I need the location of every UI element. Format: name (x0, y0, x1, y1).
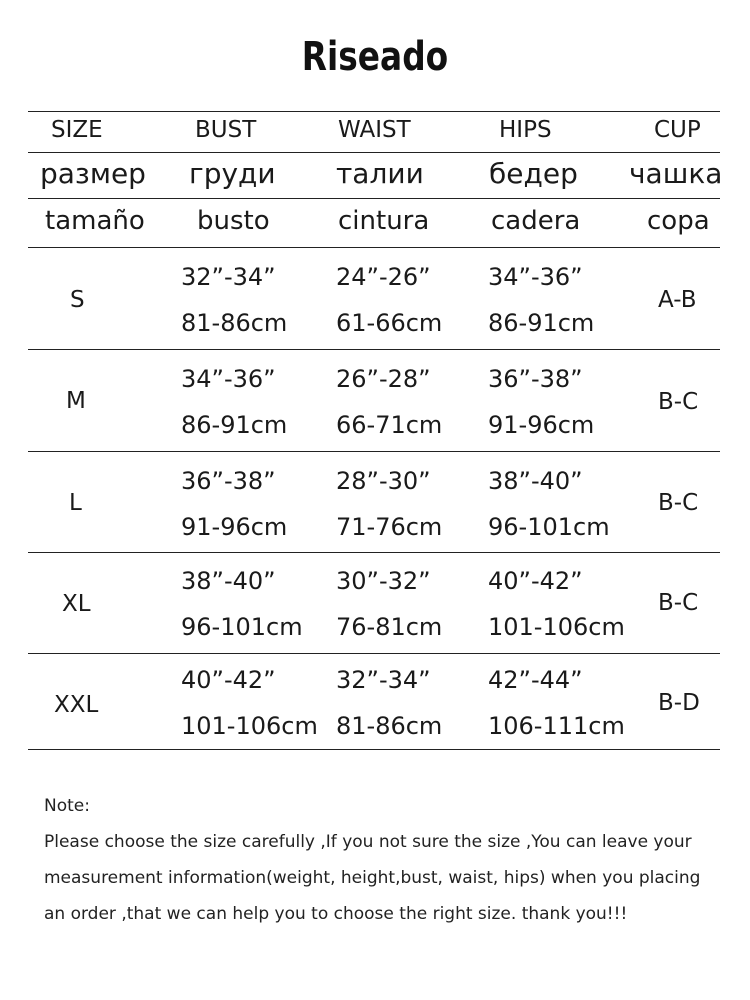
hips-cm: 106-111cm (488, 712, 625, 740)
waist-cm: 81-86cm (336, 712, 443, 740)
size-label: L (69, 490, 82, 516)
header-hips-ru: бедер (489, 157, 578, 190)
header-bust: BUST (195, 117, 257, 143)
header-waist-es: cintura (338, 206, 430, 236)
cup-size: B-C (658, 590, 699, 616)
note-title: Note: (44, 796, 90, 816)
header-waist-ru: талии (336, 157, 424, 190)
bust-cm: 96-101cm (181, 613, 303, 641)
bust-cm: 81-86cm (181, 309, 288, 337)
header-size-es: tamaño (45, 206, 145, 236)
header-waist: WAIST (338, 117, 411, 143)
header-hips-es: cadera (491, 206, 581, 236)
header-cup: CUP (654, 117, 701, 143)
cup-size: B-C (658, 389, 699, 415)
cup-size: B-D (658, 690, 700, 716)
size-label: XL (62, 591, 91, 617)
hips-inches: 36”-38” (488, 365, 583, 393)
size-label: M (66, 388, 86, 414)
header-bust-es: busto (197, 206, 270, 236)
table-rule (28, 198, 720, 199)
bust-inches: 40”-42” (181, 666, 276, 694)
size-label: XXL (54, 692, 99, 718)
hips-inches: 40”-42” (488, 567, 583, 595)
bust-inches: 32”-34” (181, 263, 276, 291)
bust-inches: 36”-38” (181, 467, 276, 495)
hips-cm: 86-91cm (488, 309, 595, 337)
hips-cm: 96-101cm (488, 513, 610, 541)
table-rule-top (28, 111, 720, 112)
waist-cm: 61-66cm (336, 309, 443, 337)
table-rule (28, 451, 720, 452)
header-hips: HIPS (499, 117, 552, 143)
cup-size: A-B (658, 287, 697, 313)
waist-cm: 76-81cm (336, 613, 443, 641)
brand-title: Riseado (301, 34, 449, 80)
hips-inches: 34”-36” (488, 263, 583, 291)
waist-cm: 71-76cm (336, 513, 443, 541)
header-cup-ru: чашка (629, 157, 723, 190)
waist-inches: 30”-32” (336, 567, 431, 595)
table-rule (28, 552, 720, 553)
hips-cm: 91-96cm (488, 411, 595, 439)
bust-cm: 101-106cm (181, 712, 318, 740)
table-rule (28, 247, 720, 248)
waist-inches: 24”-26” (336, 263, 431, 291)
bust-cm: 91-96cm (181, 513, 288, 541)
bust-inches: 34”-36” (181, 365, 276, 393)
note-line: measurement information(weight, height,bust, waist, hips) when you placing (44, 868, 701, 888)
table-rule (28, 152, 720, 153)
size-label: S (70, 287, 85, 313)
waist-inches: 32”-34” (336, 666, 431, 694)
header-size: SIZE (51, 117, 103, 143)
table-rule (28, 349, 720, 350)
bust-inches: 38”-40” (181, 567, 276, 595)
hips-inches: 38”-40” (488, 467, 583, 495)
note-line: an order ,that we can help you to choose the right size. thank you!!! (44, 904, 628, 924)
waist-inches: 28”-30” (336, 467, 431, 495)
note-line: Please choose the size carefully ,If you not sure the size ,You can leave your (44, 832, 692, 852)
table-rule-bottom (28, 749, 720, 750)
hips-cm: 101-106cm (488, 613, 625, 641)
table-rule (28, 653, 720, 654)
bust-cm: 86-91cm (181, 411, 288, 439)
waist-cm: 66-71cm (336, 411, 443, 439)
hips-inches: 42”-44” (488, 666, 583, 694)
header-size-ru: размер (40, 157, 146, 190)
header-bust-ru: груди (189, 157, 276, 190)
header-cup-es: copa (647, 206, 710, 236)
waist-inches: 26”-28” (336, 365, 431, 393)
cup-size: B-C (658, 490, 699, 516)
